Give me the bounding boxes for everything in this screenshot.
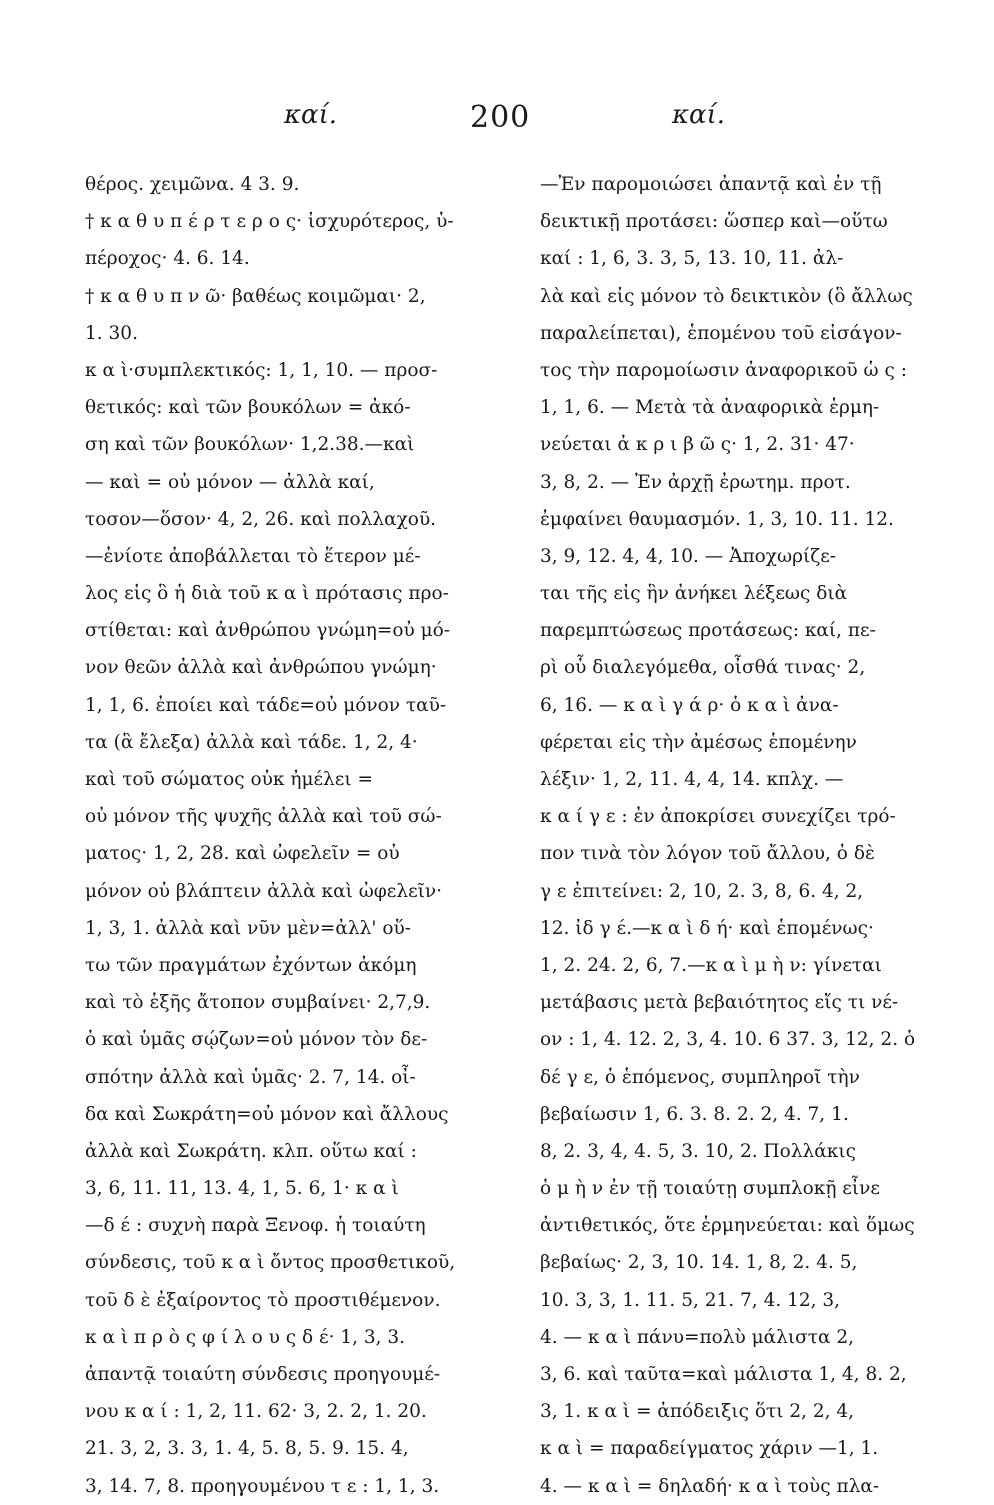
- text-line: † κ α θ υ π έ ρ τ ε ρ ο ς· ἰσχυρότερος, ὑ-: [85, 211, 454, 233]
- text-line: 1. 30.: [85, 322, 138, 344]
- text-line: στίθεται: καὶ ἀνθρώπου γνώμη=οὐ μό-: [85, 620, 451, 642]
- text-line: 21. 3, 2, 3. 3, 1. 4, 5. 8, 5. 9. 15. 4,: [85, 1438, 409, 1460]
- text-line: φέρεται εἰς τὴν ἀμέσως ἑπομένην: [540, 731, 857, 753]
- text-line: θετικός: καὶ τῶν βουκόλων = ἀκό-: [85, 397, 411, 419]
- text-line: τω τῶν πραγμάτων ἐχόντων ἀκόμη: [85, 954, 417, 976]
- text-line: δα καὶ Σωκράτη=οὐ μόνον καὶ ἄλλους: [85, 1103, 449, 1125]
- text-line: νον θεῶν ἀλλὰ καὶ ἀνθρώπου γνώμη·: [85, 657, 437, 679]
- text-line: 3, 6. καὶ ταῦτα=καὶ μάλιστα 1, 4, 8. 2,: [540, 1364, 907, 1385]
- text-line: † κ α θ υ π ν ῶ· βαθέως κοιμῶμαι· 2,: [85, 285, 426, 307]
- header-right-word: καί.: [672, 100, 726, 130]
- text-line: —δ έ : συχνὴ παρὰ Ξενοφ. ἡ τοιαύτη: [85, 1215, 426, 1237]
- text-line: ση καὶ τῶν βουκόλων· 1,2.38.—καὶ: [85, 434, 415, 456]
- right-column: [540, 166, 970, 1505]
- header-left-word: καί.: [284, 100, 338, 130]
- text-line: κ α ὶ·συμπλεκτικός: 1, 1, 10. — προσ-: [85, 359, 438, 381]
- text-line: ἐμφαίνει θαυμασμόν. 1, 3, 10. 11. 12.: [540, 508, 894, 530]
- text-line: 1, 3, 1. ἀλλὰ καὶ νῦν μὲν=ἀλλ' οὕ-: [85, 917, 411, 939]
- left-column: [85, 166, 515, 1505]
- text-line: 8, 2. 3, 4, 4. 5, 3. 10, 2. Πολλάκις: [540, 1140, 856, 1162]
- text-line: καὶ τὸ ἑξῆς ἄτοπον συμβαίνει· 2,7,9.: [85, 992, 431, 1014]
- text-line: καὶ τοῦ σώματος οὐκ ἠμέλει =: [85, 769, 373, 790]
- text-line: 1, 1, 6. — Μετὰ τὰ ἀναφορικὰ ἑρμη-: [540, 397, 880, 419]
- text-line: ἀπαντᾷ τοιαύτη σύνδεσις προηγουμέ-: [85, 1364, 441, 1385]
- text-line: 10. 3, 3, 1. 11. 5, 21. 7, 4. 12, 3,: [540, 1289, 841, 1311]
- text-line: 3, 6, 11. 11, 13. 4, 1, 5. 6, 1· κ α ὶ: [85, 1178, 399, 1200]
- text-line: παρεμπτώσεως προτάσεως: καί, πε-: [540, 620, 876, 642]
- text-line: τα (ἃ ἔλεξα) ἀλλὰ καὶ τάδε. 1, 2, 4·: [85, 731, 418, 753]
- text-line: γ ε ἐπιτείνει: 2, 10, 2. 3, 8, 6. 4, 2,: [540, 880, 864, 902]
- text-line: 4. — κ α ὶ = δηλαδή· κ α ὶ τοὺς πλα-: [540, 1475, 880, 1497]
- text-line: πέροχος· 4. 6. 14.: [85, 248, 250, 270]
- text-line: ὁ καὶ ὑμᾶς σῴζων=οὐ μόνον τὸν δε-: [85, 1029, 428, 1051]
- text-line: δέ γ ε, ὁ ἑπόμενος, συμπληροῖ τὴν: [540, 1066, 860, 1088]
- text-line: 3, 14. 7, 8. προηγουμένου τ ε : 1, 1, 3.: [85, 1475, 440, 1497]
- text-line: ἀλλὰ καὶ Σωκράτη. κλπ. οὕτω καί :: [85, 1140, 417, 1162]
- text-line: ρὶ οὗ διαλεγόμεθα, οἶσθά τινας· 2,: [540, 657, 866, 679]
- text-line: 3, 8, 2. — Ἐν ἀρχῇ ἐρωτημ. προτ.: [540, 471, 851, 493]
- text-line: 1, 2. 24. 2, 6, 7.—κ α ὶ μ ὴ ν: γίνεται: [540, 954, 882, 976]
- text-line: τοσον—ὅσον· 4, 2, 26. καὶ πολλαχοῦ.: [85, 508, 437, 530]
- text-line: παραλείπεται), ἑπομένου τοῦ εἰσάγον-: [540, 322, 902, 344]
- text-line: 1, 1, 6. ἐποίει καὶ τάδε=οὐ μόνον ταῦ-: [85, 694, 447, 716]
- text-line: ον : 1, 4. 12. 2, 3, 4. 10. 6 37. 3, 12, 2. ὁ: [540, 1029, 916, 1051]
- text-line: σύνδεσις, τοῦ κ α ὶ ὄντος προσθετικοῦ,: [85, 1252, 456, 1274]
- text-line: λὰ καὶ εἰς μόνον τὸ δεικτικὸν (ὃ ἄλλως: [540, 285, 913, 307]
- text-line: — καὶ = οὐ μόνον — ἀλλὰ καί,: [85, 471, 375, 493]
- text-line: ται τῆς εἰς ἣν ἀνήκει λέξεως διὰ: [540, 583, 848, 605]
- text-line: τος τὴν παρομοίωσιν ἀναφορικοῦ ὡ ς :: [540, 359, 907, 381]
- text-line: μετάβασις μετὰ βεβαιότητος εἴς τι νέ-: [540, 992, 899, 1014]
- text-line: ματος· 1, 2, 28. καὶ ὠφελεῖν = οὐ: [85, 843, 400, 865]
- text-line: καί : 1, 6, 3. 3, 5, 13. 10, 11. ἀλ-: [540, 248, 844, 270]
- text-line: 12. ἰδ γ έ.—κ α ὶ δ ή· καὶ ἑπομένως·: [540, 917, 874, 939]
- text-line: κ α ὶ π ρ ὸ ς φ ί λ ο υ ς δ έ· 1, 3, 3.: [85, 1326, 406, 1348]
- text-line: τοῦ δ ὲ ἐξαίροντος τὸ προστιθέμενον.: [85, 1289, 441, 1311]
- text-line: ὁ μ ὴ ν ἐν τῇ τοιαύτῃ συμπλοκῇ εἶνε: [540, 1178, 880, 1200]
- text-line: 6, 16. — κ α ὶ γ ά ρ· ὁ κ α ὶ ἀνα-: [540, 694, 839, 716]
- text-line: —Ἐν παρομοιώσει ἀπαντᾷ καὶ ἐν τῇ: [540, 174, 882, 195]
- text-line: σπότην ἀλλὰ καὶ ὑμᾶς· 2. 7, 14. οἶ-: [85, 1066, 416, 1088]
- text-line: —ἐνίοτε ἀποβάλλεται τὸ ἕτερον μέ-: [85, 545, 421, 567]
- text-line: λος εἰς ὃ ἡ διὰ τοῦ κ α ὶ πρότασις προ-: [85, 583, 449, 605]
- text-line: κ α ὶ = παραδείγματος χάριν —1, 1.: [540, 1438, 879, 1460]
- text-line: ἀντιθετικός, ὅτε ἑρμηνεύεται: καὶ ὅμως: [540, 1215, 915, 1237]
- text-line: θέρος. χειμῶνα. 4 3. 9.: [85, 174, 300, 195]
- text-line: μόνον οὐ βλάπτειν ἀλλὰ καὶ ὠφελεῖν·: [85, 880, 443, 902]
- text-line: οὐ μόνον τῆς ψυχῆς ἀλλὰ καὶ τοῦ σώ-: [85, 806, 442, 828]
- page-header: [0, 100, 994, 140]
- text-line: νου κ α ί : 1, 2, 11. 62· 3, 2. 2, 1. 20.: [85, 1401, 427, 1423]
- text-line: νεύεται ἀ κ ρ ι β ῶ ς· 1, 2. 31· 47·: [540, 434, 855, 456]
- text-line: βεβαίωσιν 1, 6. 3. 8. 2. 2, 4. 7, 1.: [540, 1103, 849, 1125]
- text-line: 4. — κ α ὶ πάνυ=πολὺ μάλιστα 2,: [540, 1326, 855, 1348]
- text-line: δεικτικῇ προτάσει: ὥσπερ καὶ—οὕτω: [540, 211, 888, 233]
- text-line: 3, 1. κ α ὶ = ἀπόδειξις ὅτι 2, 2, 4,: [540, 1401, 855, 1423]
- text-line: λέξιν· 1, 2, 11. 4, 4, 14. κπλχ. —: [540, 769, 844, 790]
- page-number: 200: [470, 100, 531, 135]
- text-line: 3, 9, 12. 4, 4, 10. — Ἀποχωρίζε-: [540, 545, 837, 567]
- text-line: πον τινὰ τὸν λόγον τοῦ ἄλλου, ὁ δὲ: [540, 843, 875, 865]
- text-line: βεβαίως· 2, 3, 10. 14. 1, 8, 2. 4. 5,: [540, 1252, 858, 1274]
- text-line: κ α ί γ ε : ἐν ἀποκρίσει συνεχίζει τρό-: [540, 806, 896, 828]
